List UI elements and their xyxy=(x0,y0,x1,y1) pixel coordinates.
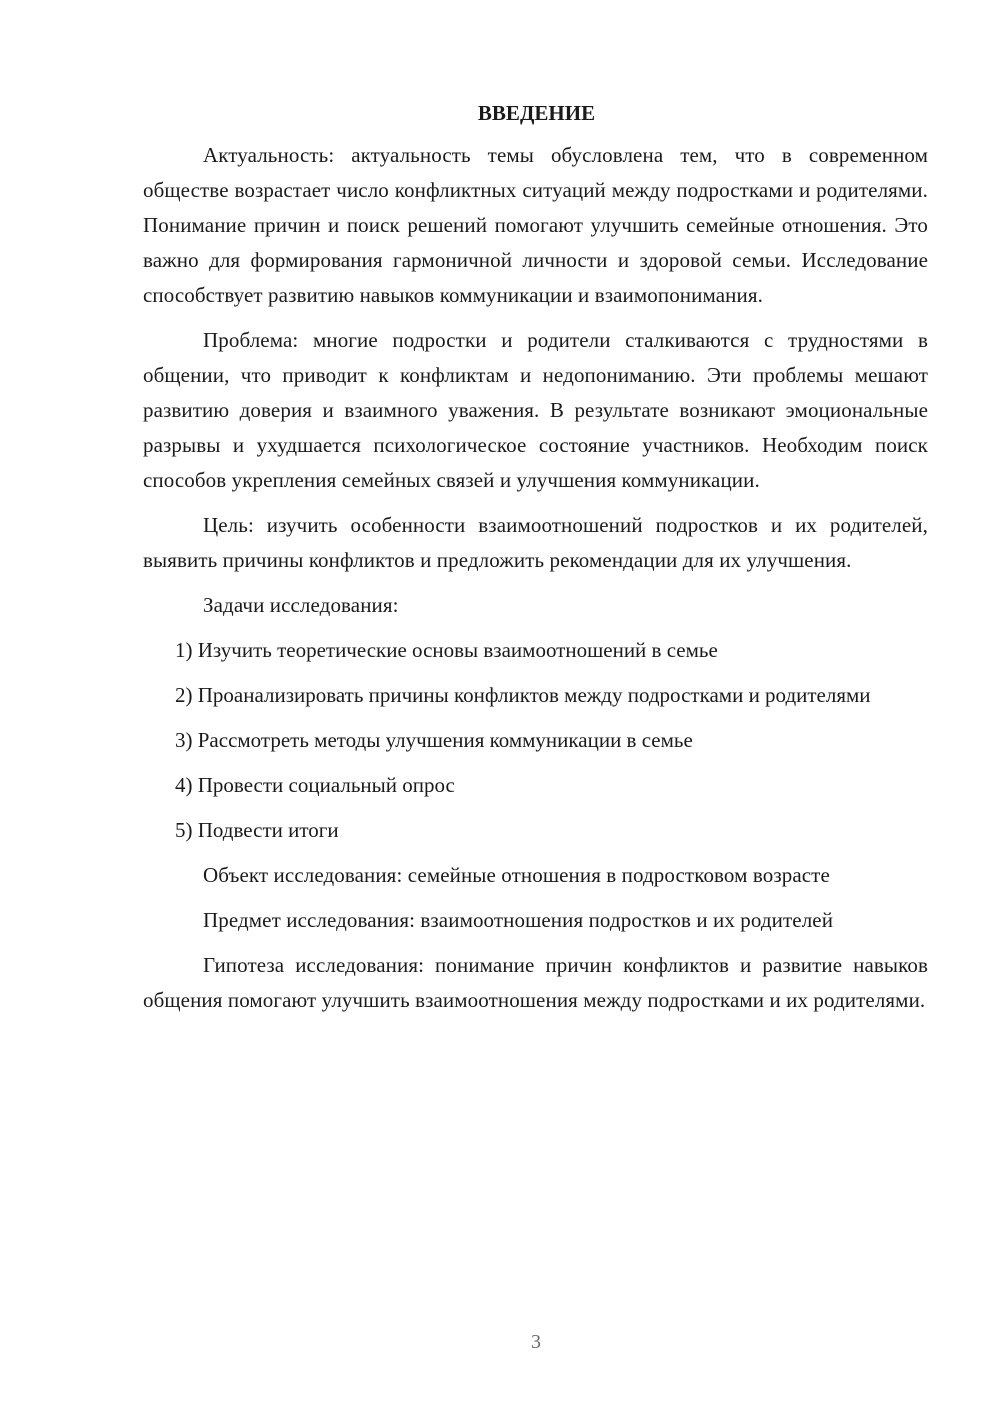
tasks-heading: Задачи исследования: xyxy=(203,593,399,617)
object-paragraph: Объект исследования: семейные отношения в подростковом возрасте xyxy=(203,863,830,887)
page-title: ВВЕДЕНИЕ xyxy=(477,101,596,125)
relevance-paragraph: Актуальность: актуальность темы обусловлена тем, что в современном обществе возрастает число конфликтных ситуаций между подростками и родителями. Понимание причин и поиск решений помогают улучшить семейные отношения. Это важно для формирования гармоничной личности и здоровой семьи. Исследование способствует развитию навыков коммуникации и взаимопонимания. xyxy=(143,143,928,307)
document-page xyxy=(143,96,928,1028)
task-item-2: 2) Проанализировать причины конфликтов между подростками и родителями xyxy=(175,683,871,707)
subject-paragraph: Предмет исследования: взаимоотношения подростков и их родителей xyxy=(203,908,834,932)
problem-paragraph: Проблема: многие подростки и родители сталкиваются с трудностями в общении, что приводит к конфликтам и недопониманию. Эти проблемы мешают развитию доверия и взаимного уважения. В результате возникают эмоциональные разрывы и ухудшается психологическое состояние участников. Необходим поиск способов укрепления семейных связей и улучшения коммуникации. xyxy=(143,328,928,492)
task-item-4: 4) Провести социальный опрос xyxy=(175,773,455,797)
page-number: 3 xyxy=(531,1331,541,1353)
task-item-1: 1) Изучить теоретические основы взаимоотношений в семье xyxy=(175,638,718,662)
hypothesis-paragraph: Гипотеза исследования: понимание причин конфликтов и развитие навыков общения помогают улучшить взаимоотношения между подростками и их родителями. xyxy=(143,953,928,1012)
task-item-3: 3) Рассмотреть методы улучшения коммуникации в семье xyxy=(175,728,693,752)
goal-paragraph: Цель: изучить особенности взаимоотношений подростков и их родителей, выявить причины конфликтов и предложить рекомендации для их улучшения. xyxy=(143,513,928,572)
task-item-5: 5) Подвести итоги xyxy=(175,818,339,842)
